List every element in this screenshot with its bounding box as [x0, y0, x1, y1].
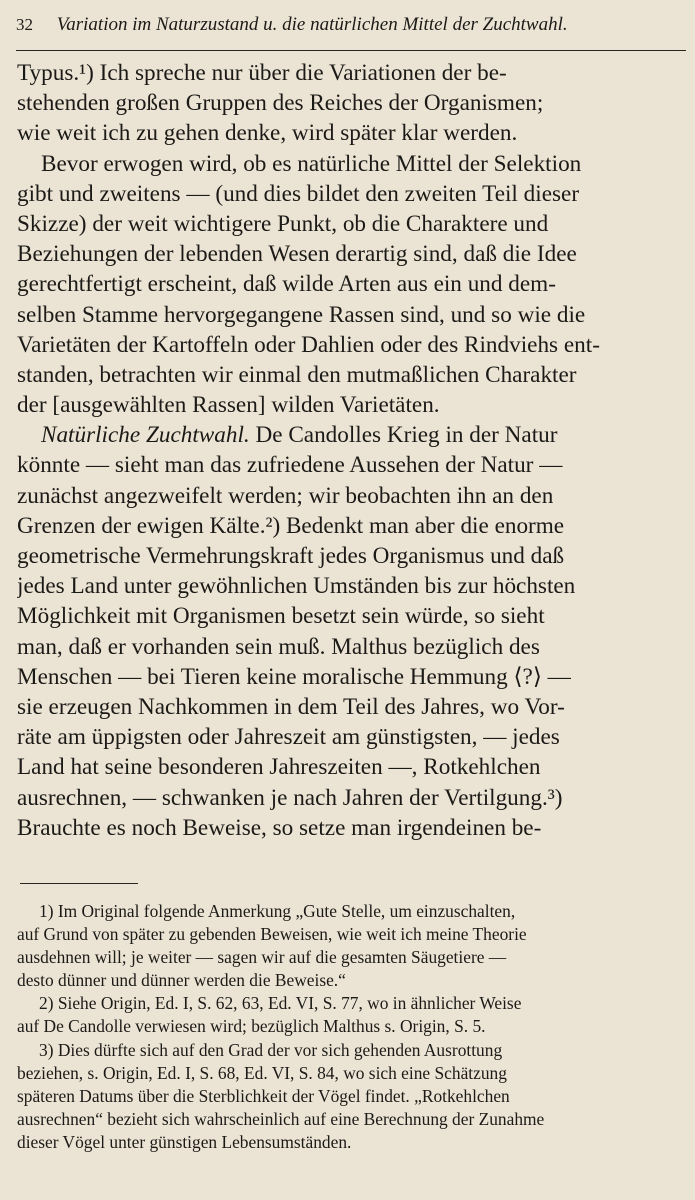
text-line: jedes Land unter gewöhnlichen Umständen bis zur höchsten — [17, 573, 576, 600]
footnote-line: dieser Vögel unter günstigen Lebensumständen. — [17, 1131, 352, 1152]
running-header — [16, 14, 681, 36]
text-line: der [ausgewählten Rassen] wilden Varietäten. — [17, 392, 440, 419]
footnote-line: 3) Dies dürfte sich auf den Grad der vor sich gehenden Ausrottung — [39, 1039, 503, 1060]
text-line: gibt und zweitens — (und dies bildet den zweiten Teil dieser — [17, 180, 580, 207]
text-line: Land hat seine besonderen Jahreszeiten —, Rotkehlchen — [17, 754, 541, 781]
section-heading: Natürliche Zuchtwahl. — [41, 422, 250, 449]
footnote-line: 1) Im Original folgende Anmerkung „Gute Stelle, um einzuschalten, — [39, 901, 516, 921]
text-line: räte am üppigsten oder Jahreszeit am günstigsten, — jedes — [17, 724, 560, 751]
footnote-line: ausrechnen“ bezieht sich wahrscheinlich auf eine Berechnung der Zunahme — [17, 1108, 545, 1129]
footnote-line: späteren Datums über die Sterblichkeit der Vögel findet. „Rotkehlchen — [17, 1085, 510, 1106]
text-line: standen, betrachten wir einmal den mutmaßlichen Charakter — [17, 361, 577, 388]
text-line: Menschen — bei Tieren keine moralische Hemmung ⟨?⟩ — — [17, 663, 571, 690]
footnote-line: desto dünner und dünner werden die Beweise.“ — [17, 970, 346, 991]
page-number: 32 — [16, 15, 33, 34]
text-line: zunächst angezweifelt werden; wir beobachten ihn an den — [17, 482, 554, 509]
text-line: Brauchte es noch Beweise, so setze man irgendeinen be- — [17, 814, 542, 841]
text-line: Bevor erwogen wird, ob es natürliche Mittel der Selektion — [41, 150, 582, 177]
footnote-line: auf De Candolle verwiesen wird; bezüglich Malthus s. Origin, S. 5. — [17, 1016, 486, 1037]
header-rule — [16, 50, 686, 51]
section-heading-line — [17, 420, 685, 450]
footnote-rule — [20, 883, 138, 884]
footnote-line: 2) Siehe Origin, Ed. I, S. 62, 63, Ed. VI, S. 77, wo in ähnlicher Weise — [39, 993, 522, 1014]
footnote-line: ausdehnen will; je weiter — sagen wir auf die gesamten Säugetiere — — [17, 947, 507, 968]
footnote-line: beziehen, s. Origin, Ed. I, S. 68, Ed. VI, S. 84, wo sich eine Schätzung — [17, 1062, 507, 1083]
text-line: geometrische Vermehrungskraft jedes Organismus und daß — [17, 543, 565, 569]
body-text — [17, 58, 685, 843]
text-line: stehenden großen Gruppen des Reiches der Organismen; — [17, 90, 544, 117]
text-line: gerechtfertigt erscheint, daß wilde Arten aus ein und dem- — [17, 271, 556, 298]
footnote-line: auf Grund von später zu gebenden Beweisen, wie weit ich meine Theorie — [17, 924, 527, 945]
text-line: ausrechnen, — schwanken je nach Jahren der Vertilgung.³) — [17, 784, 563, 811]
footnotes — [17, 900, 683, 1154]
section-heading-rest: De Candolles Krieg in der Natur — [249, 422, 558, 449]
text-line: sie erzeugen Nachkommen in dem Teil des Jahres, wo Vor- — [17, 693, 565, 720]
text-line: Varietäten der Kartoffeln oder Dahlien oder des Rindviehs ent- — [17, 331, 600, 358]
text-line: Typus.¹) Ich spreche nur über die Variationen der be- — [17, 60, 507, 86]
text-line: Skizze) der weit wichtigere Punkt, ob die Charaktere und — [17, 210, 549, 237]
text-line: wie weit ich zu gehen denke, wird später klar werden. — [17, 120, 518, 147]
text-line: man, daß er vorhanden sein muß. Malthus bezüglich des — [17, 633, 540, 660]
text-line: könnte — sieht man das zufriedene Aussehen der Natur — — [17, 452, 563, 479]
text-line: selben Stamme hervorgegangene Rassen sind, und so wie die — [17, 301, 586, 328]
text-line: Beziehungen der lebenden Wesen derartig sind, daß die Idee — [17, 241, 577, 268]
text-line: Möglichkeit mit Organismen besetzt sein würde, so sieht — [17, 603, 545, 630]
text-line: Grenzen der ewigen Kälte.²) Bedenkt man aber die enorme — [17, 512, 565, 539]
running-title: Variation im Naturzustand u. die natürlichen Mittel der Zuchtwahl. — [56, 14, 568, 35]
